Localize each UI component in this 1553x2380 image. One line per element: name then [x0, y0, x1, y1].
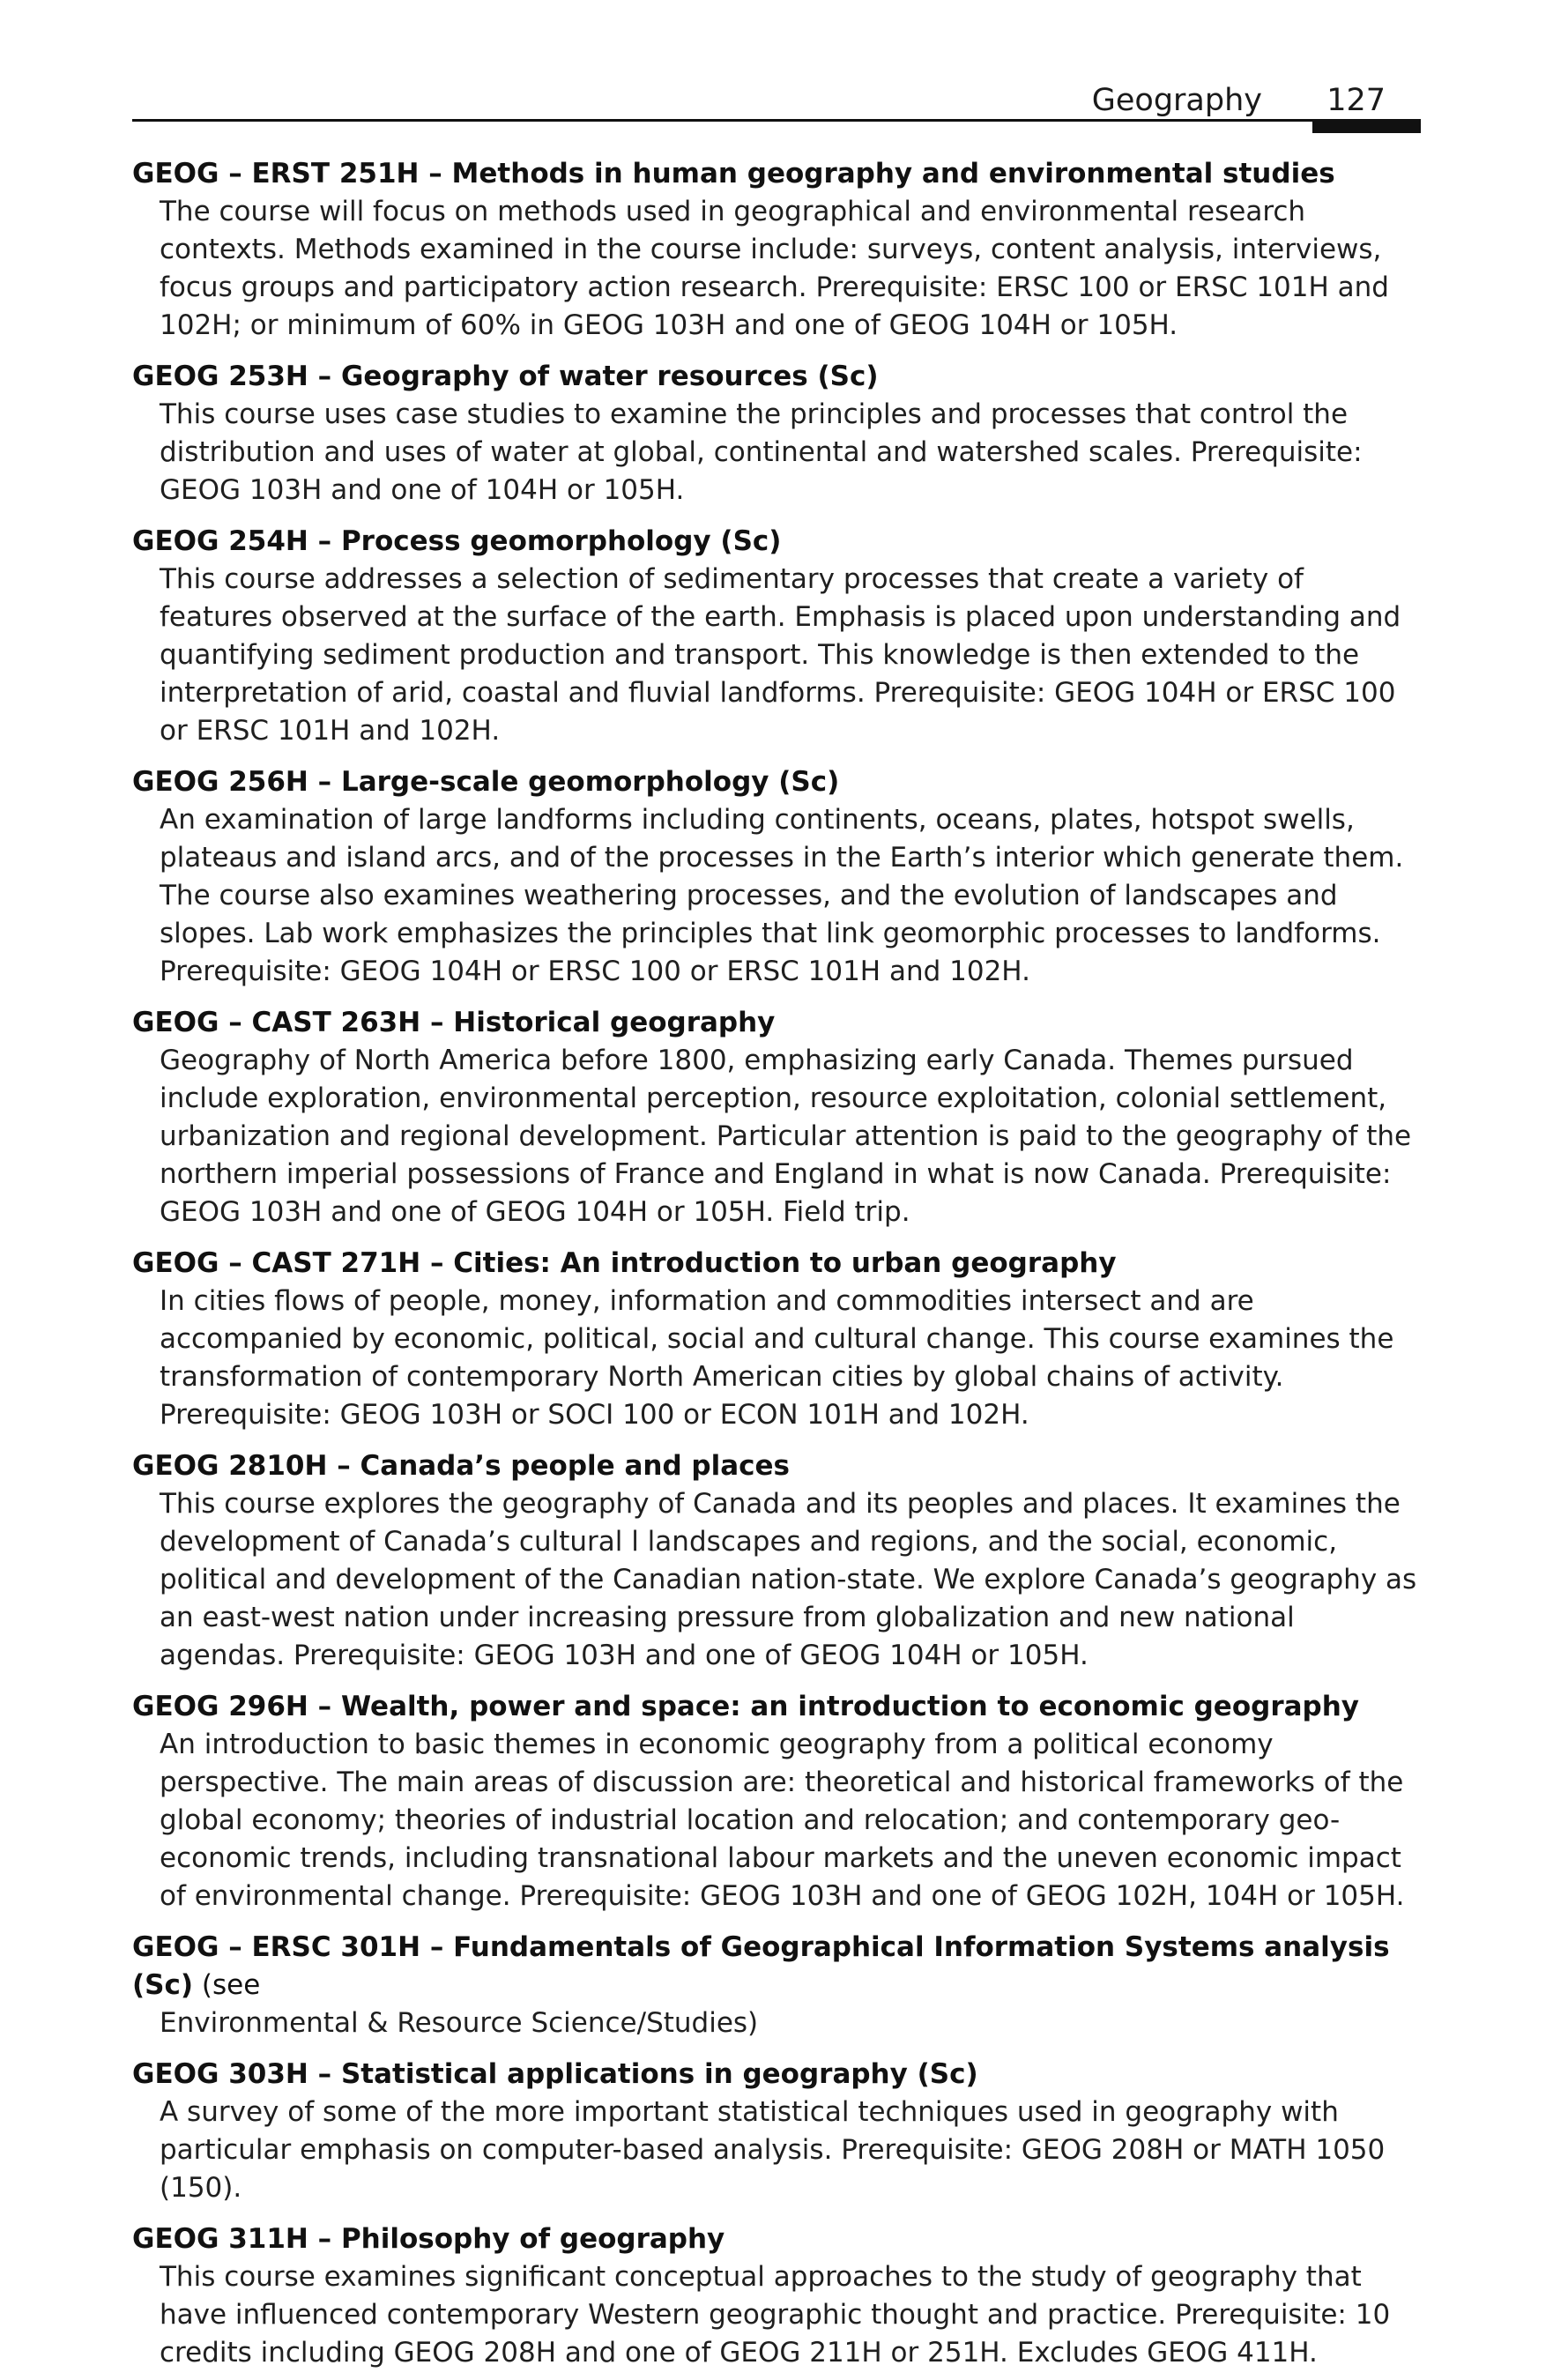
course-title: GEOG – CAST 271H – Cities: An introduction to urban geography [132, 1247, 1117, 1279]
running-head-section: Geography [1091, 83, 1262, 118]
page-number: 127 [1326, 83, 1386, 118]
course-entry [132, 155, 1421, 345]
course-title: GEOG 253H – Geography of water resources (Sc) [132, 361, 879, 392]
course-title: GEOG 254H – Process geomorphology (Sc) [132, 525, 782, 557]
course-description: The course will focus on methods used in geographical and environmental research contexts. Methods examined in the course include: surveys, content analysis, interviews, focus groups and participatory action research. Prerequisite: ERSC 100 or ERSC 101H and 102H; or minimum of 60% in GEOG 103H and one of GEOG 104H or 105H. [160, 196, 1389, 341]
course-entry [132, 358, 1421, 509]
course-entry [132, 1447, 1421, 1675]
course-title-line [132, 1929, 1421, 2004]
course-entry [132, 763, 1421, 991]
course-description: In cities flows of people, money, information and commodities intersect and are accompanied by economic, political, social and cultural change. This course examines the transformation of contemporary North American cities by global chains of activity. Prerequisite: GEOG 103H or SOCI 100 or ECON 101H and 102H. [160, 1285, 1394, 1431]
course-entry [132, 523, 1421, 750]
course-title-note: (see [193, 1969, 261, 2001]
header-tab-marker [1312, 121, 1421, 133]
course-description: A survey of some of the more important statistical techniques used in geography with particular emphasis on computer-based analysis. Prerequisite: GEOG 208H or MATH 1050 (150). [160, 2096, 1386, 2204]
course-title: GEOG – CAST 263H – Historical geography [132, 1007, 776, 1038]
course-list [132, 155, 1421, 2369]
course-title: GEOG 296H – Wealth, power and space: an introduction to economic geography [132, 1691, 1359, 1722]
header-rule [132, 119, 1421, 122]
course-description: An examination of large landforms including continents, oceans, plates, hotspot swells, plateaus and island arcs, and of the processes in the Earth’s interior which generate them. The course also examines weathering processes, and the evolution of landscapes and slopes. Lab work emphasizes the principles that link geomorphic processes to landforms. Prerequisite: GEOG 104H or ERSC 100 or ERSC 101H and 102H. [160, 804, 1404, 987]
course-title: GEOG 311H – Philosophy of geography [132, 2223, 725, 2255]
course-description: This course examines significant conceptual approaches to the study of geography that have influenced contemporary Western geographic thought and practice. Prerequisite: 10 credits including GEOG 208H and one of GEOG 211H or 251H. Excludes GEOG 411H. [160, 2261, 1391, 2369]
course-description: This course explores the geography of Canada and its peoples and places. It examines the development of Canada’s cultural l landscapes and regions, and the social, economic, political and development of the Canadian nation-state. We explore Canada’s geography as an east-west nation under increasing pressure from globalization and new national agendas. Prerequisite: GEOG 103H and one of GEOG 104H or 105H. [160, 1488, 1417, 1671]
course-description: An introduction to basic themes in economic geography from a political economy perspective. The main areas of discussion are: theoretical and historical frameworks of the global economy; theories of industrial location and relocation; and contemporary geo-economic trends, including transnational labour markets and the uneven economic impact of environmental change. Prerequisite: GEOG 103H and one of GEOG 102H, 104H or 105H. [160, 1729, 1405, 1912]
course-entry [132, 1929, 1421, 2042]
course-title: GEOG 256H – Large-scale geomorphology (Sc) [132, 766, 840, 798]
course-description: This course uses case studies to examine the principles and processes that control the distribution and uses of water at global, continental and watershed scales. Prerequisite: GEOG 103H and one of 104H or 105H. [160, 398, 1363, 506]
course-description: This course addresses a selection of sedimentary processes that create a variety of features observed at the surface of the earth. Emphasis is placed upon understanding and quantifying sediment production and transport. This knowledge is then extended to the interpretation of arid, coastal and fluvial landforms. Prerequisite: GEOG 104H or ERSC 100 or ERSC 101H and 102H. [160, 563, 1401, 747]
course-title: GEOG – ERSC 301H – Fundamentals of Geographical Information Systems analysis (Sc) [132, 1931, 1390, 2001]
course-entry [132, 1004, 1421, 1231]
course-title: GEOG 2810H – Canada’s people and places [132, 1450, 791, 1482]
course-title: GEOG – ERST 251H – Methods in human geography and environmental studies [132, 158, 1335, 190]
course-cross-reference: Environmental & Resource Science/Studies) [160, 2007, 759, 2039]
course-entry [132, 2220, 1421, 2372]
course-title: GEOG 303H – Statistical applications in geography (Sc) [132, 2058, 978, 2090]
course-entry [132, 2056, 1421, 2207]
course-description: Geography of North America before 1800, emphasizing early Canada. Themes pursued include exploration, environmental perception, resource exploitation, colonial settlement, urbanization and regional development. Particular attention is paid to the geography of the northern imperial possessions of France and England in what is now Canada. Prerequisite: GEOG 103H and one of GEOG 104H or 105H. Field trip. [160, 1045, 1412, 1228]
course-entry [132, 1245, 1421, 1434]
page-header [132, 78, 1421, 123]
course-entry [132, 1688, 1421, 1915]
